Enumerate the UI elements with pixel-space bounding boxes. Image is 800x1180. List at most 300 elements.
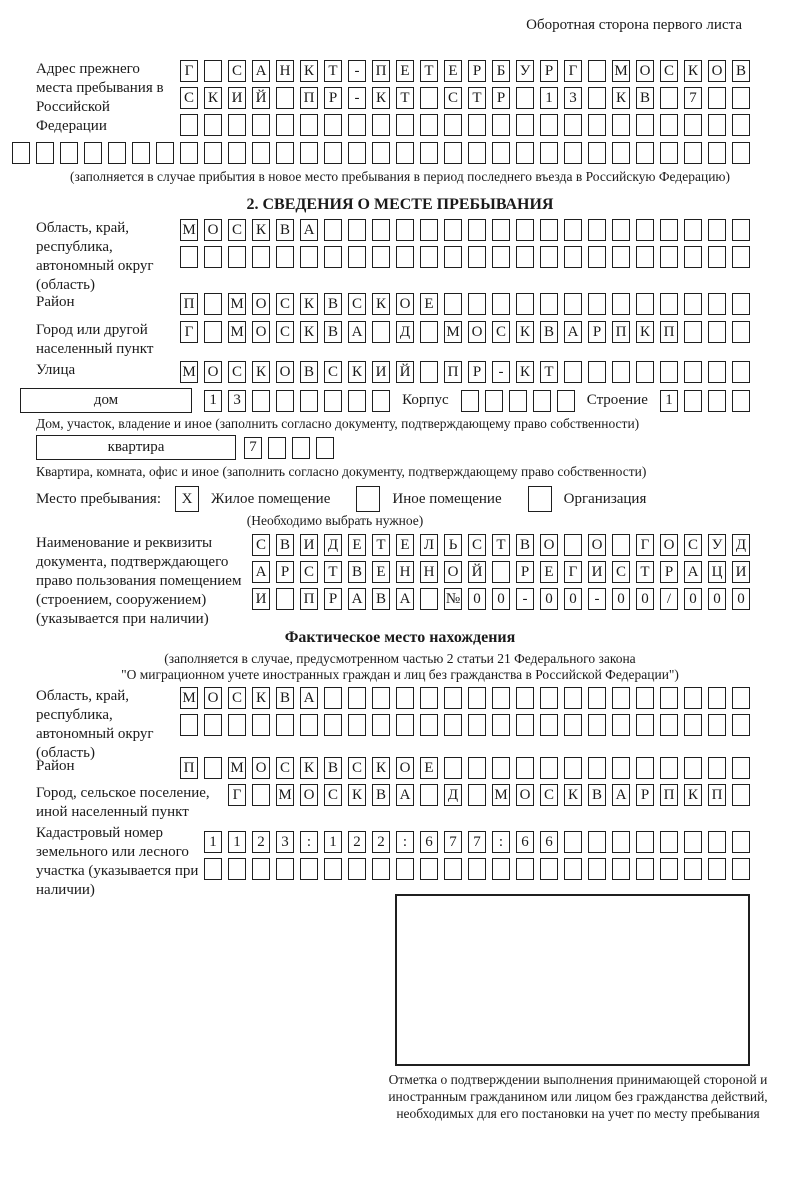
char-box: П xyxy=(660,784,678,806)
char-box: Г xyxy=(564,561,582,583)
char-box xyxy=(180,246,198,268)
char-box: К xyxy=(300,321,318,343)
char-box xyxy=(540,757,558,779)
cadastre-block xyxy=(0,824,800,900)
char-box xyxy=(564,757,582,779)
char-box: К xyxy=(684,784,702,806)
char-box xyxy=(612,831,630,853)
char-box xyxy=(516,858,534,880)
char-box: В xyxy=(348,561,366,583)
document-row-1 xyxy=(252,534,750,556)
char-box: 1 xyxy=(204,831,222,853)
char-box: Д xyxy=(324,534,342,556)
char-box: 6 xyxy=(516,831,534,853)
prev-address-row-1 xyxy=(180,60,750,82)
stroenie-row xyxy=(660,390,750,412)
document-label: Наименование и реквизиты документа, подтверждающего право пользования помещением (строением, сооружением) (указывается при наличии) xyxy=(36,535,242,627)
char-box xyxy=(492,114,510,136)
char-box xyxy=(268,437,286,459)
char-box xyxy=(588,87,606,109)
char-box xyxy=(444,114,462,136)
char-box xyxy=(540,687,558,709)
char-box xyxy=(420,714,438,736)
char-box xyxy=(420,361,438,383)
char-box: Р xyxy=(540,60,558,82)
char-box: М xyxy=(228,321,246,343)
char-box xyxy=(708,219,726,241)
other-premises-label: Иное помещение xyxy=(392,490,502,507)
char-box: Р xyxy=(468,361,486,383)
char-box xyxy=(324,687,342,709)
char-box xyxy=(588,361,606,383)
char-box: 7 xyxy=(244,437,262,459)
char-box xyxy=(660,361,678,383)
char-box xyxy=(292,437,310,459)
char-box xyxy=(708,361,726,383)
char-box xyxy=(588,687,606,709)
char-box xyxy=(612,714,630,736)
char-box xyxy=(372,114,390,136)
char-box xyxy=(684,219,702,241)
region-block xyxy=(0,219,800,295)
house-widebox: дом xyxy=(20,388,192,413)
char-box: П xyxy=(444,361,462,383)
char-box xyxy=(708,858,726,880)
char-box xyxy=(564,714,582,736)
char-box xyxy=(588,757,606,779)
char-box xyxy=(708,757,726,779)
char-box: 3 xyxy=(228,390,246,412)
char-box: 2 xyxy=(372,831,390,853)
char-box: А xyxy=(252,60,270,82)
char-box xyxy=(636,757,654,779)
char-box: О xyxy=(204,219,222,241)
char-box xyxy=(612,246,630,268)
char-box: 2 xyxy=(348,831,366,853)
char-box xyxy=(204,293,222,315)
char-box: 0 xyxy=(684,588,702,610)
char-box: Й xyxy=(468,561,486,583)
char-box xyxy=(84,142,102,164)
char-box xyxy=(180,714,198,736)
char-box xyxy=(204,114,222,136)
char-box: И xyxy=(372,361,390,383)
stay-type-label: Место пребывания: xyxy=(36,490,161,507)
char-box xyxy=(348,142,366,164)
char-box xyxy=(636,142,654,164)
char-box xyxy=(252,246,270,268)
char-box: Т xyxy=(492,534,510,556)
char-box xyxy=(612,293,630,315)
char-box: Г xyxy=(564,60,582,82)
char-box: Й xyxy=(252,87,270,109)
char-box: 1 xyxy=(540,87,558,109)
char-box: В xyxy=(732,60,750,82)
char-box xyxy=(509,390,527,412)
char-box xyxy=(348,114,366,136)
char-box: В xyxy=(276,534,294,556)
char-box: 7 xyxy=(684,87,702,109)
char-box xyxy=(372,142,390,164)
char-box: Р xyxy=(516,561,534,583)
char-box xyxy=(36,142,54,164)
char-box: О xyxy=(396,757,414,779)
char-box xyxy=(444,293,462,315)
char-box xyxy=(588,60,606,82)
char-box xyxy=(660,114,678,136)
char-box xyxy=(732,687,750,709)
char-box xyxy=(372,321,390,343)
char-box: Н xyxy=(420,561,438,583)
organization-label: Организация xyxy=(563,490,647,507)
char-box: 0 xyxy=(540,588,558,610)
char-box xyxy=(324,246,342,268)
char-box xyxy=(132,142,150,164)
char-box xyxy=(228,246,246,268)
char-box xyxy=(588,114,606,136)
char-box: С xyxy=(492,321,510,343)
char-box xyxy=(732,321,750,343)
char-box: А xyxy=(348,321,366,343)
char-box xyxy=(516,687,534,709)
char-box xyxy=(276,588,294,610)
char-box: С xyxy=(612,561,630,583)
char-box xyxy=(612,114,630,136)
char-box xyxy=(636,246,654,268)
char-box: С xyxy=(348,757,366,779)
char-box xyxy=(420,687,438,709)
char-box xyxy=(324,142,342,164)
char-box: Р xyxy=(468,60,486,82)
char-box xyxy=(396,687,414,709)
char-box xyxy=(252,714,270,736)
char-box: И xyxy=(300,534,318,556)
char-box: Г xyxy=(636,534,654,556)
header-note: Оборотная сторона первого листа xyxy=(526,17,742,33)
char-box xyxy=(348,390,366,412)
char-box xyxy=(324,114,342,136)
char-box: В xyxy=(588,784,606,806)
char-box xyxy=(324,858,342,880)
char-box xyxy=(420,219,438,241)
char-box xyxy=(540,219,558,241)
char-box xyxy=(660,87,678,109)
char-box xyxy=(108,142,126,164)
char-box: Е xyxy=(372,561,390,583)
city-label: Город или другой населенный пункт xyxy=(36,322,154,357)
char-box xyxy=(420,87,438,109)
char-box: Е xyxy=(444,60,462,82)
char-box: 0 xyxy=(492,588,510,610)
char-box: Г xyxy=(180,321,198,343)
char-box: К xyxy=(252,219,270,241)
char-box: Т xyxy=(324,60,342,82)
char-box xyxy=(492,757,510,779)
char-box xyxy=(324,714,342,736)
char-box xyxy=(516,757,534,779)
char-box xyxy=(636,714,654,736)
char-box: : xyxy=(492,831,510,853)
char-box xyxy=(372,687,390,709)
char-box xyxy=(684,831,702,853)
char-box xyxy=(276,714,294,736)
char-box xyxy=(708,114,726,136)
char-box: И xyxy=(732,561,750,583)
char-box xyxy=(564,831,582,853)
char-box: Т xyxy=(420,60,438,82)
char-box xyxy=(588,831,606,853)
char-box: В xyxy=(276,219,294,241)
char-box: С xyxy=(300,561,318,583)
char-box: № xyxy=(444,588,462,610)
organization-checkbox xyxy=(528,486,552,512)
char-box xyxy=(708,687,726,709)
district-label: Район xyxy=(36,294,75,310)
char-box: О xyxy=(444,561,462,583)
char-box xyxy=(396,114,414,136)
char-box xyxy=(204,757,222,779)
house-note: Дом, участок, владение и иное (заполнить согласно документу, подтверждающему право собственности) xyxy=(36,416,640,431)
char-box: Т xyxy=(324,561,342,583)
fact-city-block xyxy=(0,784,800,822)
char-box xyxy=(732,784,750,806)
char-box: 0 xyxy=(636,588,654,610)
char-box xyxy=(461,390,479,412)
char-box: С xyxy=(228,219,246,241)
char-box xyxy=(588,142,606,164)
char-box xyxy=(612,757,630,779)
char-box xyxy=(252,142,270,164)
char-box: А xyxy=(612,784,630,806)
char-box: В xyxy=(636,87,654,109)
char-box: Н xyxy=(396,561,414,583)
fact-city-label: Город, сельское поселение, иной населенный пункт xyxy=(36,785,210,820)
char-box: К xyxy=(684,60,702,82)
char-box xyxy=(444,714,462,736)
char-box xyxy=(276,114,294,136)
char-box xyxy=(492,293,510,315)
char-box xyxy=(660,831,678,853)
char-box xyxy=(708,714,726,736)
char-box xyxy=(564,858,582,880)
char-box: С xyxy=(228,361,246,383)
char-box: О xyxy=(204,687,222,709)
char-box: С xyxy=(660,60,678,82)
char-box xyxy=(372,219,390,241)
char-box xyxy=(557,390,575,412)
char-box xyxy=(660,687,678,709)
prev-address-note: (заполняется в случае прибытия в новое место пребывания в период последнего въезда в Российскую Федерацию) xyxy=(69,169,731,184)
char-box xyxy=(588,293,606,315)
char-box: Д xyxy=(732,534,750,556)
char-box xyxy=(468,293,486,315)
char-box: 1 xyxy=(324,831,342,853)
char-box xyxy=(732,858,750,880)
char-box: Р xyxy=(324,87,342,109)
char-box: 3 xyxy=(564,87,582,109)
char-box xyxy=(444,757,462,779)
street-row xyxy=(180,361,750,383)
char-box xyxy=(732,390,750,412)
char-box xyxy=(252,858,270,880)
char-box xyxy=(612,687,630,709)
char-box xyxy=(492,219,510,241)
document-block xyxy=(0,534,800,629)
fact-region-block xyxy=(0,687,800,763)
char-box: С xyxy=(276,321,294,343)
char-box xyxy=(204,142,222,164)
char-box xyxy=(468,246,486,268)
char-box: К xyxy=(612,87,630,109)
fact-district-row xyxy=(180,757,750,779)
char-box: М xyxy=(228,293,246,315)
char-box: Г xyxy=(180,60,198,82)
char-box xyxy=(300,114,318,136)
char-box xyxy=(228,114,246,136)
char-box: 0 xyxy=(732,588,750,610)
char-box xyxy=(492,858,510,880)
char-box xyxy=(660,293,678,315)
char-box xyxy=(732,114,750,136)
char-box xyxy=(540,714,558,736)
char-box: С xyxy=(324,784,342,806)
residential-label: Жилое помещение xyxy=(211,490,331,507)
char-box: К xyxy=(300,293,318,315)
char-box: 6 xyxy=(540,831,558,853)
char-box: К xyxy=(516,361,534,383)
char-box: В xyxy=(324,757,342,779)
apartment-note: Квартира, комната, офис и иное (заполнить согласно документу, подтверждающему право собственности) xyxy=(36,464,647,479)
char-box: В xyxy=(540,321,558,343)
char-box: - xyxy=(492,361,510,383)
region-label: Область, край, республика, автономный округ (область) xyxy=(36,220,154,293)
actual-location-note-1: (заполняется в случае, предусмотренном частью 2 статьи 21 Федерального закона xyxy=(164,651,636,666)
char-box: - xyxy=(348,60,366,82)
city-block xyxy=(0,321,800,359)
stay-type-block xyxy=(0,486,800,512)
char-box: Л xyxy=(420,534,438,556)
fact-district-label: Район xyxy=(36,758,75,774)
char-box: О xyxy=(300,784,318,806)
street-block xyxy=(0,361,800,383)
char-box: 0 xyxy=(564,588,582,610)
char-box: А xyxy=(396,784,414,806)
char-box: 1 xyxy=(660,390,678,412)
char-box xyxy=(708,293,726,315)
char-box xyxy=(12,142,30,164)
char-box xyxy=(276,142,294,164)
char-box xyxy=(636,219,654,241)
apartment-widebox: квартира xyxy=(36,435,236,460)
char-box: В xyxy=(276,687,294,709)
char-box: 0 xyxy=(468,588,486,610)
char-box: С xyxy=(540,784,558,806)
char-box: К xyxy=(372,757,390,779)
char-box xyxy=(204,246,222,268)
char-box xyxy=(732,831,750,853)
char-box: М xyxy=(180,361,198,383)
char-box xyxy=(396,142,414,164)
char-box xyxy=(708,831,726,853)
char-box: О xyxy=(516,784,534,806)
char-box xyxy=(204,321,222,343)
char-box xyxy=(204,714,222,736)
char-box xyxy=(444,142,462,164)
stamp-box xyxy=(395,894,750,1066)
char-box: С xyxy=(252,534,270,556)
char-box xyxy=(396,246,414,268)
char-box xyxy=(372,390,390,412)
char-box xyxy=(180,114,198,136)
char-box xyxy=(372,858,390,880)
char-box xyxy=(252,114,270,136)
char-box: К xyxy=(372,87,390,109)
char-box xyxy=(276,858,294,880)
document-row-3 xyxy=(252,588,750,610)
char-box xyxy=(300,246,318,268)
char-box: : xyxy=(300,831,318,853)
char-box: - xyxy=(348,87,366,109)
char-box: П xyxy=(372,60,390,82)
actual-location-title: Фактическое место нахождения xyxy=(284,629,516,646)
char-box xyxy=(684,246,702,268)
char-box: Р xyxy=(276,561,294,583)
stamp-caption: Отметка о подтверждении выполнения принимающей стороной и иностранным гражданином или лицом без гражданства действий, необходимых для его постановки на учет по месту пребывания xyxy=(388,1072,768,1121)
char-box xyxy=(420,246,438,268)
char-box xyxy=(348,714,366,736)
char-box xyxy=(708,142,726,164)
char-box: С xyxy=(324,361,342,383)
char-box: - xyxy=(588,588,606,610)
char-box xyxy=(444,219,462,241)
char-box xyxy=(348,687,366,709)
char-box: А xyxy=(684,561,702,583)
char-box xyxy=(396,858,414,880)
actual-location-note-2: "О миграционном учете иностранных граждан и лиц без гражданства в Российской Федерации") xyxy=(121,667,679,682)
char-box xyxy=(684,321,702,343)
char-box xyxy=(516,714,534,736)
char-box xyxy=(636,687,654,709)
char-box xyxy=(324,390,342,412)
char-box xyxy=(708,87,726,109)
char-box: С xyxy=(444,87,462,109)
char-box xyxy=(420,321,438,343)
fact-region-row-2 xyxy=(180,714,750,736)
char-box: Р xyxy=(636,784,654,806)
korpus-row xyxy=(461,390,575,412)
stroenie-label: Строение xyxy=(586,392,648,408)
char-box xyxy=(636,114,654,136)
char-box: Т xyxy=(372,534,390,556)
char-box xyxy=(684,390,702,412)
char-box: Й xyxy=(396,361,414,383)
char-box xyxy=(612,361,630,383)
char-box: М xyxy=(180,687,198,709)
char-box xyxy=(468,142,486,164)
prev-address-row-3 xyxy=(180,114,750,136)
char-box: Г xyxy=(228,784,246,806)
char-box xyxy=(684,858,702,880)
char-box xyxy=(684,114,702,136)
house-number-row xyxy=(204,390,390,412)
char-box: 0 xyxy=(612,588,630,610)
char-box: В xyxy=(516,534,534,556)
char-box: П xyxy=(708,784,726,806)
char-box xyxy=(708,246,726,268)
char-box: К xyxy=(252,361,270,383)
char-box: А xyxy=(300,687,318,709)
char-box: У xyxy=(708,534,726,556)
